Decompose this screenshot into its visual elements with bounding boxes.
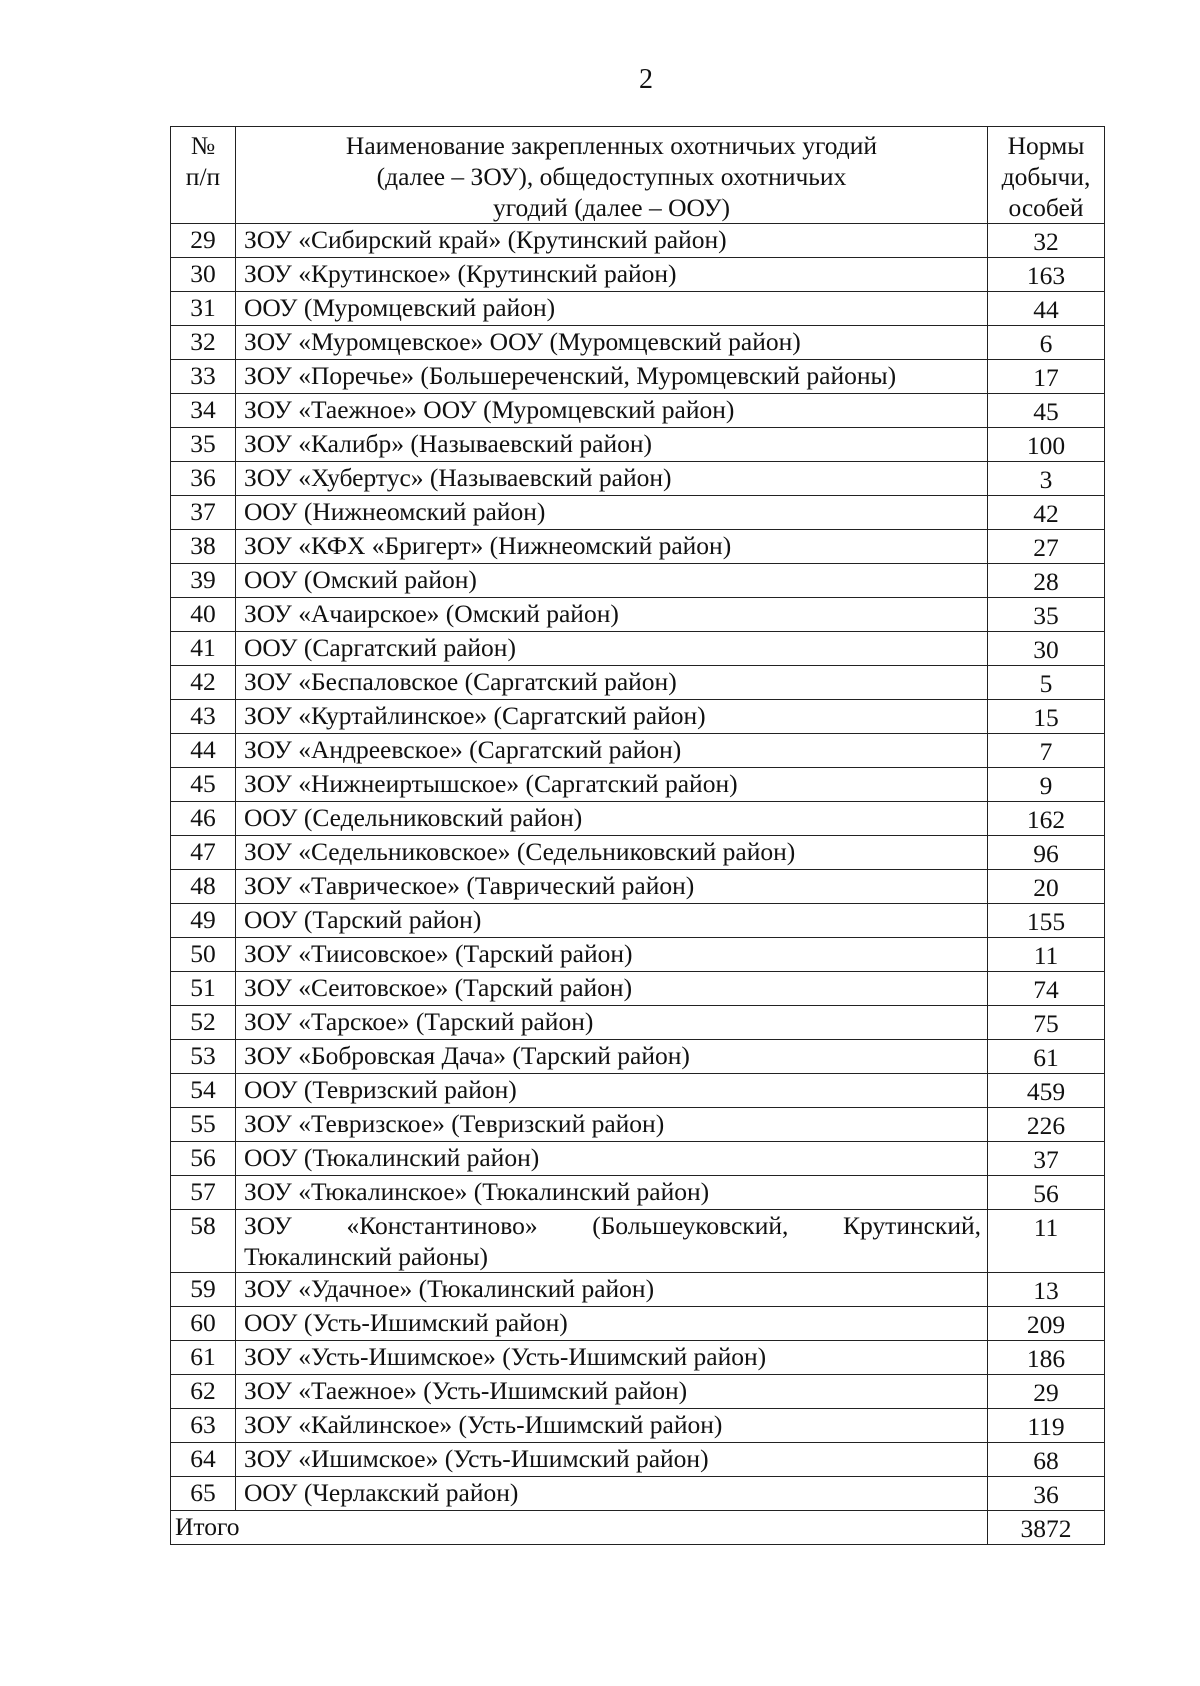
table-row — [171, 1273, 1105, 1307]
harvest-norm: 20 — [988, 870, 1105, 904]
harvest-norm: 68 — [988, 1443, 1105, 1477]
row-number: 58 — [171, 1210, 236, 1273]
harvest-norm: 163 — [988, 258, 1105, 292]
hunting-ground-name: ООУ (Муромцевский район) — [236, 292, 988, 326]
hunting-ground-name: ООУ (Черлакский район) — [236, 1477, 988, 1511]
row-number: 61 — [171, 1341, 236, 1375]
row-number: 60 — [171, 1307, 236, 1341]
harvest-norm: 35 — [988, 598, 1105, 632]
table-row — [171, 598, 1105, 632]
hunting-ground-name: ЗОУ «Беспаловское (Саргатский район) — [236, 666, 988, 700]
table-row — [171, 700, 1105, 734]
row-number: 31 — [171, 292, 236, 326]
row-number: 38 — [171, 530, 236, 564]
harvest-norm: 32 — [988, 224, 1105, 258]
table-row — [171, 564, 1105, 598]
header-number — [171, 127, 236, 224]
total-value: 3872 — [988, 1511, 1105, 1545]
harvest-norm: 100 — [988, 428, 1105, 462]
table-row — [171, 1375, 1105, 1409]
row-number: 41 — [171, 632, 236, 666]
harvest-norm: 13 — [988, 1273, 1105, 1307]
header-number-line: п/п — [185, 162, 221, 191]
table-row — [171, 462, 1105, 496]
table-row — [171, 428, 1105, 462]
table-row — [171, 292, 1105, 326]
harvest-norm: 44 — [988, 292, 1105, 326]
table-header-row — [171, 127, 1105, 224]
total-label: Итого — [171, 1511, 988, 1545]
row-number: 32 — [171, 326, 236, 360]
hunting-ground-name: ЗОУ «Удачное» (Тюкалинский район) — [236, 1273, 988, 1307]
hunting-ground-name: ЗОУ «Сибирский край» (Крутинский район) — [236, 224, 988, 258]
table-row — [171, 360, 1105, 394]
row-number: 56 — [171, 1142, 236, 1176]
row-number: 44 — [171, 734, 236, 768]
hunting-ground-name: ЗОУ «Константиново» (Большеуковский, Крутинский, Тюкалинский районы) — [236, 1210, 988, 1273]
hunting-ground-name: ЗОУ «Хубертус» (Называевский район) — [236, 462, 988, 496]
harvest-norm: 9 — [988, 768, 1105, 802]
page-number: 2 — [639, 64, 653, 95]
row-number: 43 — [171, 700, 236, 734]
table-row — [171, 1443, 1105, 1477]
row-number: 36 — [171, 462, 236, 496]
hunting-ground-name: ЗОУ «Сеитовское» (Тарский район) — [236, 972, 988, 1006]
table-row — [171, 666, 1105, 700]
harvest-norm: 42 — [988, 496, 1105, 530]
table-row — [171, 1074, 1105, 1108]
total-row — [171, 1511, 1105, 1545]
hunting-ground-name: ЗОУ «Таежное» ООУ (Муромцевский район) — [236, 394, 988, 428]
table-row — [171, 326, 1105, 360]
hunting-ground-name: ООУ (Омский район) — [236, 564, 988, 598]
hunting-ground-name: ООУ (Тюкалинский район) — [236, 1142, 988, 1176]
harvest-norm: 3 — [988, 462, 1105, 496]
hunting-ground-name: ООУ (Усть-Ишимский район) — [236, 1307, 988, 1341]
row-number: 45 — [171, 768, 236, 802]
row-number: 65 — [171, 1477, 236, 1511]
harvest-norm: 5 — [988, 666, 1105, 700]
table-row — [171, 530, 1105, 564]
table-row — [171, 1409, 1105, 1443]
hunting-ground-name: ЗОУ «Куртайлинское» (Саргатский район) — [236, 700, 988, 734]
hunting-ground-name: ЗОУ «Нижнеиртышское» (Саргатский район) — [236, 768, 988, 802]
harvest-norm: 75 — [988, 1006, 1105, 1040]
row-number: 34 — [171, 394, 236, 428]
harvest-norm: 186 — [988, 1341, 1105, 1375]
hunting-ground-name: ЗОУ «Крутинское» (Крутинский район) — [236, 258, 988, 292]
header-name-line: (далее – ЗОУ), общедоступных охотничьих — [376, 162, 847, 191]
row-number: 59 — [171, 1273, 236, 1307]
table-row — [171, 1307, 1105, 1341]
table-row — [171, 1142, 1105, 1176]
harvest-norm: 226 — [988, 1108, 1105, 1142]
header-name — [236, 127, 988, 224]
row-number: 52 — [171, 1006, 236, 1040]
row-number: 33 — [171, 360, 236, 394]
hunting-ground-name: ЗОУ «Таврическое» (Таврический район) — [236, 870, 988, 904]
hunting-ground-name: ЗОУ «Тюкалинское» (Тюкалинский район) — [236, 1176, 988, 1210]
row-number: 55 — [171, 1108, 236, 1142]
harvest-norm: 7 — [988, 734, 1105, 768]
table-row — [171, 802, 1105, 836]
row-number: 46 — [171, 802, 236, 836]
row-number: 63 — [171, 1409, 236, 1443]
hunting-ground-name: ООУ (Нижнеомский район) — [236, 496, 988, 530]
row-number: 42 — [171, 666, 236, 700]
harvest-norm: 11 — [988, 938, 1105, 972]
harvest-norm: 28 — [988, 564, 1105, 598]
row-number: 39 — [171, 564, 236, 598]
row-number: 54 — [171, 1074, 236, 1108]
hunting-ground-name: ООУ (Саргатский район) — [236, 632, 988, 666]
hunting-ground-name: ООУ (Тевризский район) — [236, 1074, 988, 1108]
harvest-norm: 15 — [988, 700, 1105, 734]
hunting-ground-name: ЗОУ «Таежное» (Усть-Ишимский район) — [236, 1375, 988, 1409]
table-row — [171, 734, 1105, 768]
hunting-ground-name: ЗОУ «Седельниковское» (Седельниковский район) — [236, 836, 988, 870]
row-number: 57 — [171, 1176, 236, 1210]
hunting-ground-name: ЗОУ «Бобровская Дача» (Тарский район) — [236, 1040, 988, 1074]
row-number: 30 — [171, 258, 236, 292]
table-row — [171, 768, 1105, 802]
header-name-line: Наименование закрепленных охотничьих угодий — [345, 131, 878, 160]
table-row — [171, 224, 1105, 258]
harvest-norm: 459 — [988, 1074, 1105, 1108]
header-norm-line: Нормы — [1007, 131, 1085, 160]
harvest-norm: 96 — [988, 836, 1105, 870]
table-body — [171, 224, 1105, 1511]
harvest-norm: 74 — [988, 972, 1105, 1006]
row-number: 62 — [171, 1375, 236, 1409]
harvest-norm: 209 — [988, 1307, 1105, 1341]
header-number-line: № — [190, 131, 216, 160]
harvest-norm: 155 — [988, 904, 1105, 938]
harvest-norm: 56 — [988, 1176, 1105, 1210]
row-number: 50 — [171, 938, 236, 972]
table-row — [171, 1108, 1105, 1142]
harvest-norm: 6 — [988, 326, 1105, 360]
row-number: 51 — [171, 972, 236, 1006]
hunting-ground-name: ЗОУ «Усть-Ишимское» (Усть-Ишимский район) — [236, 1341, 988, 1375]
hunting-ground-name: ЗОУ «Ишимское» (Усть-Ишимский район) — [236, 1443, 988, 1477]
table-row — [171, 1477, 1105, 1511]
harvest-norm: 11 — [988, 1210, 1105, 1273]
header-norm-line: добычи, — [1001, 162, 1091, 191]
table-row — [171, 938, 1105, 972]
table-row — [171, 1176, 1105, 1210]
table-row — [171, 1341, 1105, 1375]
harvest-norm: 36 — [988, 1477, 1105, 1511]
table-row — [171, 836, 1105, 870]
row-number: 47 — [171, 836, 236, 870]
hunting-ground-name: ЗОУ «Муромцевское» ООУ (Муромцевский район) — [236, 326, 988, 360]
harvest-norm: 30 — [988, 632, 1105, 666]
hunting-ground-name: ЗОУ «Тарское» (Тарский район) — [236, 1006, 988, 1040]
table-row — [171, 1210, 1105, 1273]
header-norm-line: особей — [1008, 193, 1084, 222]
harvest-norm: 29 — [988, 1375, 1105, 1409]
row-number: 49 — [171, 904, 236, 938]
row-number: 29 — [171, 224, 236, 258]
row-number: 40 — [171, 598, 236, 632]
harvest-norm: 45 — [988, 394, 1105, 428]
hunting-ground-name: ЗОУ «Тиисовское» (Тарский район) — [236, 938, 988, 972]
table-row — [171, 496, 1105, 530]
row-number: 37 — [171, 496, 236, 530]
table-row — [171, 870, 1105, 904]
harvest-norm: 17 — [988, 360, 1105, 394]
harvest-norm: 162 — [988, 802, 1105, 836]
harvest-norm: 27 — [988, 530, 1105, 564]
hunting-ground-name: ООУ (Седельниковский район) — [236, 802, 988, 836]
hunting-norms-table — [170, 126, 1105, 1545]
harvest-norm: 119 — [988, 1409, 1105, 1443]
table-row — [171, 394, 1105, 428]
hunting-ground-name: ООУ (Тарский район) — [236, 904, 988, 938]
row-number: 35 — [171, 428, 236, 462]
table-row — [171, 258, 1105, 292]
hunting-ground-name: ЗОУ «Калибр» (Называевский район) — [236, 428, 988, 462]
hunting-ground-name: ЗОУ «Андреевское» (Саргатский район) — [236, 734, 988, 768]
hunting-ground-name: ЗОУ «Тевризское» (Тевризский район) — [236, 1108, 988, 1142]
table-row — [171, 972, 1105, 1006]
header-name-line: угодий (далее – ООУ) — [492, 193, 731, 222]
row-number: 53 — [171, 1040, 236, 1074]
hunting-ground-name: ЗОУ «КФХ «Бригерт» (Нижнеомский район) — [236, 530, 988, 564]
hunting-ground-name: ЗОУ «Поречье» (Большереченский, Муромцевский районы) — [236, 360, 988, 394]
row-number: 64 — [171, 1443, 236, 1477]
table-row — [171, 1006, 1105, 1040]
table-row — [171, 632, 1105, 666]
harvest-norm: 37 — [988, 1142, 1105, 1176]
table-row — [171, 1040, 1105, 1074]
header-norm — [988, 127, 1105, 224]
row-number: 48 — [171, 870, 236, 904]
hunting-ground-name: ЗОУ «Кайлинское» (Усть-Ишимский район) — [236, 1409, 988, 1443]
table-row — [171, 904, 1105, 938]
harvest-norm: 61 — [988, 1040, 1105, 1074]
hunting-ground-name: ЗОУ «Ачаирское» (Омский район) — [236, 598, 988, 632]
